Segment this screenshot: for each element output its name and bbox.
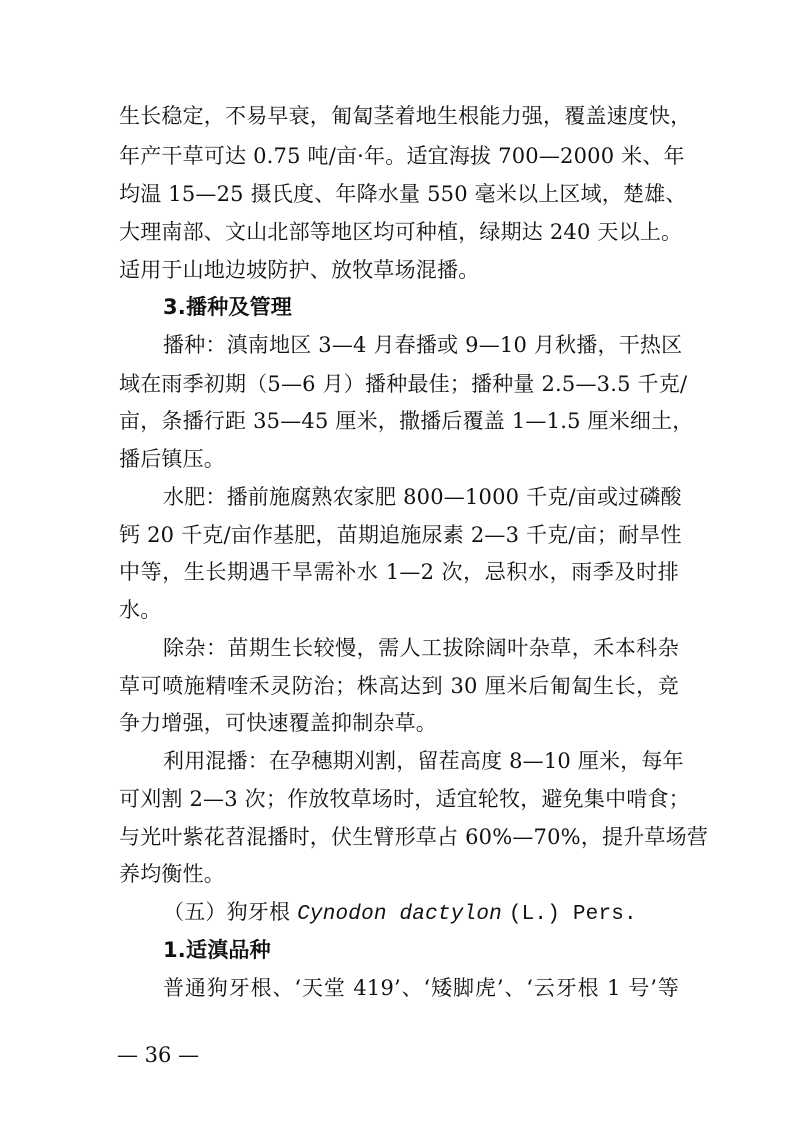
section-heading-varieties: 1.适滇品种 bbox=[163, 938, 271, 962]
species-authority: (L.) Pers. bbox=[508, 903, 637, 926]
body-line: 水。 bbox=[119, 598, 162, 622]
page-number: — 36 — bbox=[117, 1043, 200, 1067]
body-line: 均温 15—25 摄氏度、年降水量 550 毫米以上区域，楚雄、 bbox=[119, 182, 687, 206]
body-line: 播种：滇南地区 3—4 月春播或 9—10 月秋播，干热区 bbox=[163, 333, 683, 357]
body-line: 争力增强，可快速覆盖抑制杂草。 bbox=[119, 711, 437, 735]
species-latin-name: Cynodon dactylon bbox=[297, 903, 502, 926]
body-line: 适用于山地边坡防护、放牧草场混播。 bbox=[119, 258, 480, 282]
species-heading bbox=[163, 897, 679, 930]
body-line: 生长稳定，不易早衰，匍匐茎着地生根能力强，覆盖速度快， bbox=[119, 104, 692, 128]
body-line: 利用混播：在孕穗期刈割，留茬高度 8—10 厘米，每年 bbox=[163, 749, 684, 773]
body-line: 可刈割 2—3 次；作放牧草场时，适宜轮牧，避免集中啃食； bbox=[119, 787, 690, 811]
body-line: 除杂：苗期生长较慢，需人工拔除阔叶杂草，禾本科杂 bbox=[163, 636, 679, 660]
body-line: 草可喷施精喹禾灵防治；株高达到 30 厘米后匍匐生长，竞 bbox=[119, 674, 679, 698]
body-line: 水肥：播前施腐熟农家肥 800—1000 千克/亩或过磷酸 bbox=[163, 485, 682, 509]
body-line: 亩，条播行距 35—45 厘米，撒播后覆盖 1—1.5 厘米细土， bbox=[119, 409, 694, 433]
species-heading-prefix: （五）狗牙根 bbox=[163, 900, 291, 924]
body-line: 中等，生长期遇干旱需补水 1—2 次，忌积水，雨季及时排 bbox=[119, 560, 679, 584]
body-line: 播后镇压。 bbox=[119, 447, 225, 471]
body-line: 钙 20 千克/亩作基肥，苗期追施尿素 2—3 千克/亩；耐旱性 bbox=[119, 523, 682, 547]
body-line: 养均衡性。 bbox=[119, 862, 225, 886]
body-line: 年产干草可达 0.75 吨/亩·年。适宜海拔 700—2000 米、年 bbox=[119, 144, 685, 168]
body-line: 普通狗牙根、‘天堂 419’、‘矮脚虎’、‘云牙根 1 号’等 bbox=[163, 976, 679, 1000]
body-line: 大理南部、文山北部等地区均可种植，绿期达 240 天以上。 bbox=[119, 220, 683, 244]
section-heading-sowing: 3.播种及管理 bbox=[163, 295, 292, 319]
body-line: 与光叶紫花苕混播时，伏生臂形草占 60%—70%，提升草场营 bbox=[119, 825, 709, 849]
body-line: 域在雨季初期（5—6 月）播种最佳；播种量 2.5—3.5 千克/ bbox=[119, 372, 688, 396]
